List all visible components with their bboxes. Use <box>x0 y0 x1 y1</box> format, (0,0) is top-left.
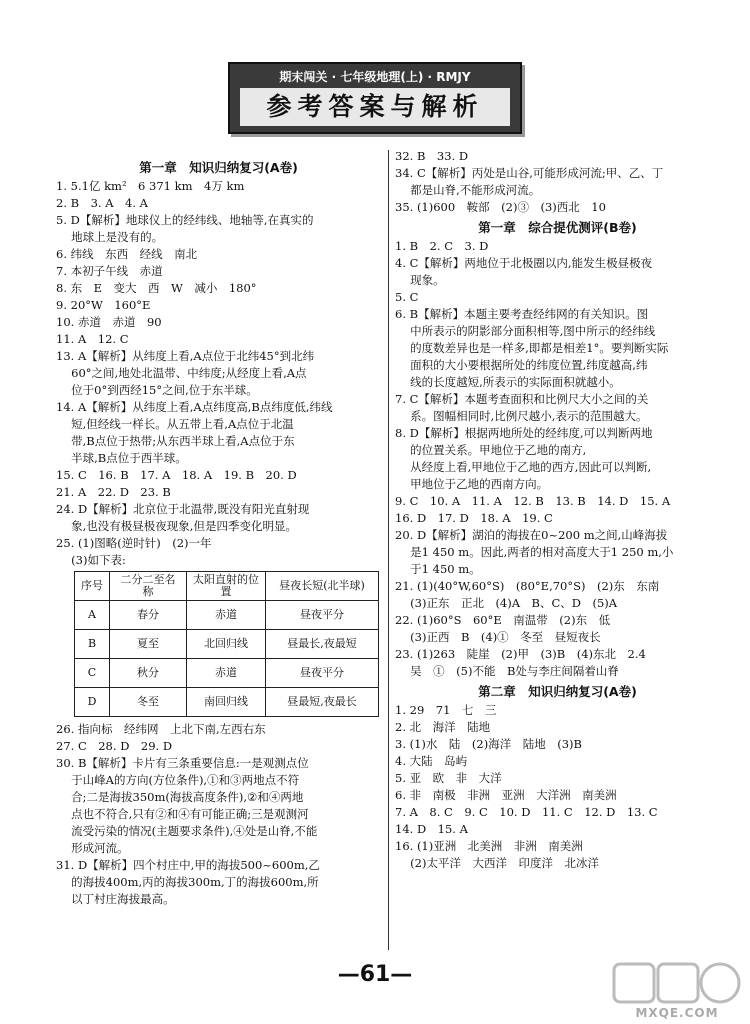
answer-line: 系。图幅相同时,比例尺越小,表示的范围越大。 <box>395 409 648 423</box>
table-header-cell: 序号 <box>75 572 110 601</box>
table-cell: 昼最长,夜最短 <box>266 630 379 659</box>
answer-line: 现象。 <box>395 273 445 287</box>
answer-line: 6. 纬线 东西 经线 南北 <box>56 247 198 261</box>
answer-list <box>56 721 381 908</box>
table-row <box>75 601 379 630</box>
table-cell: 昼最短,夜最长 <box>266 688 379 717</box>
table-header-cell: 昼夜长短(北半球) <box>266 572 379 601</box>
table-cell: D <box>75 688 110 717</box>
answer-line: 9. C 10. A 11. A 12. B 13. B 14. D 15. A <box>395 494 671 508</box>
left-column <box>56 156 381 908</box>
banner-subtitle: 期末闯关 · 七年级地理(上) · RMJY <box>279 70 471 84</box>
answer-line: 7. 本初子午线 赤道 <box>56 264 163 278</box>
answer-line: 1. B 2. C 3. D <box>395 239 489 253</box>
answer-line: 14. D 15. A <box>395 822 468 836</box>
section-title: 第一章 知识归纳复习(A卷) <box>139 160 298 175</box>
banner-title: 参考答案与解析 <box>240 88 510 126</box>
table-cell: 秋分 <box>110 659 187 688</box>
answer-line: 形成河流。 <box>56 841 129 855</box>
table-row <box>75 659 379 688</box>
answer-line: 7. C【解析】本题考查面积和比例尺大小之间的关 <box>395 392 649 406</box>
table-header-cell: 二分二至名称 <box>110 572 187 601</box>
answer-line: 11. A 12. C <box>56 332 129 346</box>
answer-line: 20. D【解析】湖泊的海拔在0~200 m之间,山峰海拔 <box>395 528 668 542</box>
section-title: 第二章 知识归纳复习(A卷) <box>478 684 637 699</box>
page-number: —61— <box>337 962 413 987</box>
table-cell: 春分 <box>110 601 187 630</box>
answer-line: 从经度上看,甲地位于乙地的西方,因此可以判断, <box>395 460 652 474</box>
answer-line: 于山峰A的方向(方位条件),①和③两地点不符 <box>56 773 300 787</box>
answer-line: 6. B【解析】本题主要考查经纬网的有关知识。图 <box>395 307 649 321</box>
answer-line: 合;二是海拔350m(海拔高度条件),②和④两地 <box>56 790 304 804</box>
answer-line: 35. (1)600 鞍部 (2)③ (3)西北 10 <box>395 200 606 214</box>
answer-line: (2)太平洋 大西洋 印度洋 北冰洋 <box>395 856 599 870</box>
table-cell: 冬至 <box>110 688 187 717</box>
answer-line: 30. B【解析】卡片有三条重要信息:一是观测点位 <box>56 756 309 770</box>
answer-line: (3)如下表: <box>56 553 126 567</box>
answer-line: 4. C【解析】两地位于北极圈以内,能发生极昼极夜 <box>395 256 653 270</box>
answer-line: 7. A 8. C 9. C 10. D 11. C 12. D 13. C <box>395 805 658 819</box>
answer-line: 5. 亚 欧 非 大洋 <box>395 771 502 785</box>
answer-line: 31. D【解析】四个村庄中,甲的海拔500~600m,乙 <box>56 858 320 872</box>
answer-line: 34. C【解析】丙处是山谷,可能形成河流;甲、乙、丁 <box>395 166 664 180</box>
table-cell: 南回归线 <box>187 688 266 717</box>
answer-line: 带,B点位于热带;从东西半球上看,A点位于东 <box>56 434 295 448</box>
table-header-row <box>75 572 379 601</box>
answer-line: 点也不符合,只有②和④有可能正确;三是观测河 <box>56 807 309 821</box>
watermark-logo <box>612 960 742 1020</box>
answer-line: 都是山脊,不能形成河流。 <box>395 183 541 197</box>
watermark-icon <box>612 960 742 1006</box>
answer-list <box>395 148 720 216</box>
answer-line: 是1 450 m。因此,两者的相对高度大于1 250 m,小 <box>395 545 674 559</box>
answer-line: 21. (1)(40°W,60°S) (80°E,70°S) (2)东 东南 <box>395 579 660 593</box>
table-header-cell: 太阳直射的位置 <box>187 572 266 601</box>
answer-line: 21. A 22. D 23. B <box>56 485 171 499</box>
section-title: 第一章 综合提优测评(B卷) <box>478 220 637 235</box>
table-cell: 夏至 <box>110 630 187 659</box>
table-cell: 昼夜平分 <box>266 659 379 688</box>
answer-line: 60°之间,地处北温带、中纬度;从经度上看,A点 <box>56 366 307 380</box>
answer-line: 5. C <box>395 290 419 304</box>
answer-line: 5. D【解析】地球仪上的经纬线、地轴等,在真实的 <box>56 213 314 227</box>
answer-line: 6. 非 南极 非洲 亚洲 大洋洲 南美洲 <box>395 788 617 802</box>
table-row <box>75 688 379 717</box>
answer-line: 甲地位于乙地的西南方向。 <box>395 477 549 491</box>
table-cell: 北回归线 <box>187 630 266 659</box>
answer-line: 位于0°到西经15°之间,位于东半球。 <box>56 383 258 397</box>
answer-line: 24. D【解析】北京位于北温带,既没有阳光直射现 <box>56 502 310 516</box>
answer-line: (3)正西 B (4)① 冬至 昼短夜长 <box>395 630 601 644</box>
answer-line: 14. A【解析】从纬度上看,A点纬度高,B点纬度低,纬线 <box>56 400 333 414</box>
answer-line: 中所表示的阴影部分面积相等,图中所示的经纬线 <box>395 324 656 338</box>
table-cell: 昼夜平分 <box>266 601 379 630</box>
answer-line: 半球,B点位于西半球。 <box>56 451 187 465</box>
table-cell: 赤道 <box>187 659 266 688</box>
answer-line: 9. 20°W 160°E <box>56 298 151 312</box>
answer-line: 16. (1)亚洲 北美洲 非洲 南美洲 <box>395 839 583 853</box>
watermark-url: MXQE.COM <box>635 1006 719 1020</box>
answer-list <box>395 238 720 680</box>
answer-line: 于1 450 m。 <box>395 562 481 576</box>
answer-line: 面积的大小要根据所处的纬度位置,纬度越高,纬 <box>395 358 648 372</box>
table-cell: A <box>75 601 110 630</box>
answer-line: 8. D【解析】根据两地所处的经纬度,可以判断两地 <box>395 426 653 440</box>
answer-line: 27. C 28. D 29. D <box>56 739 173 753</box>
answer-line: 22. (1)60°S 60°E 南温带 (2)东 低 <box>395 613 611 627</box>
answer-line: 吴 ① (5)不能 B处与李庄间隔着山脊 <box>395 664 619 678</box>
answer-line: 3. (1)水 陆 (2)海洋 陆地 (3)B <box>395 737 582 751</box>
answer-line: 短,但经线一样长。从五带上看,A点位于北温 <box>56 417 294 431</box>
answer-line: 25. (1)图略(逆时针) (2)一年 <box>56 536 212 550</box>
answer-line: 线的长度越短,所表示的实际面积就越小。 <box>395 375 621 389</box>
table-cell: 赤道 <box>187 601 266 630</box>
answer-line: 2. B 3. A 4. A <box>56 196 148 210</box>
solstice-table <box>74 571 379 717</box>
answer-line: 的度数差异也是一样多,即都是相差1°。要判断实际 <box>395 341 669 355</box>
answer-line: 26. 指向标 经纬网 上北下南,左西右东 <box>56 722 266 736</box>
answer-line: 10. 赤道 赤道 90 <box>56 315 162 329</box>
answer-line: 象,也没有极昼极夜现象,但是四季变化明显。 <box>56 519 297 533</box>
answer-line: 2. 北 海洋 陆地 <box>395 720 491 734</box>
answer-line: 的海拔400m,丙的海拔300m,丁的海拔600m,所 <box>56 875 319 889</box>
table-cell: C <box>75 659 110 688</box>
answer-line: 1. 29 71 七 三 <box>395 703 497 717</box>
table-cell: B <box>75 630 110 659</box>
table-row <box>75 630 379 659</box>
answer-list <box>56 178 381 569</box>
answer-line: 流受污染的情况(主题要求条件),④处是山脊,不能 <box>56 824 318 838</box>
answer-line: 1. 5.1亿 km² 6 371 km 4万 km <box>56 179 245 193</box>
answer-line: 13. A【解析】从纬度上看,A点位于北纬45°到北纬 <box>56 349 315 363</box>
answer-line: 16. D 17. D 18. A 19. C <box>395 511 553 525</box>
column-divider <box>388 150 389 950</box>
answer-line: 4. 大陆 岛屿 <box>395 754 468 768</box>
answer-line: 8. 东 E 变大 西 W 减小 180° <box>56 281 257 295</box>
answer-list <box>395 702 720 872</box>
answer-line: 15. C 16. B 17. A 18. A 19. B 20. D <box>56 468 297 482</box>
title-banner <box>228 62 522 134</box>
answer-line: 以丁村庄海拔最高。 <box>56 892 175 906</box>
answer-line: 地球上是没有的。 <box>56 230 164 244</box>
answer-line: 的位置关系。甲地位于乙地的南方, <box>395 443 587 457</box>
answer-line: 32. B 33. D <box>395 149 469 163</box>
answer-line: 23. (1)263 陡崖 (2)甲 (3)B (4)东北 2.4 <box>395 647 646 661</box>
answer-line: (3)正东 正北 (4)A B、C、D (5)A <box>395 596 618 610</box>
right-column <box>395 148 720 872</box>
